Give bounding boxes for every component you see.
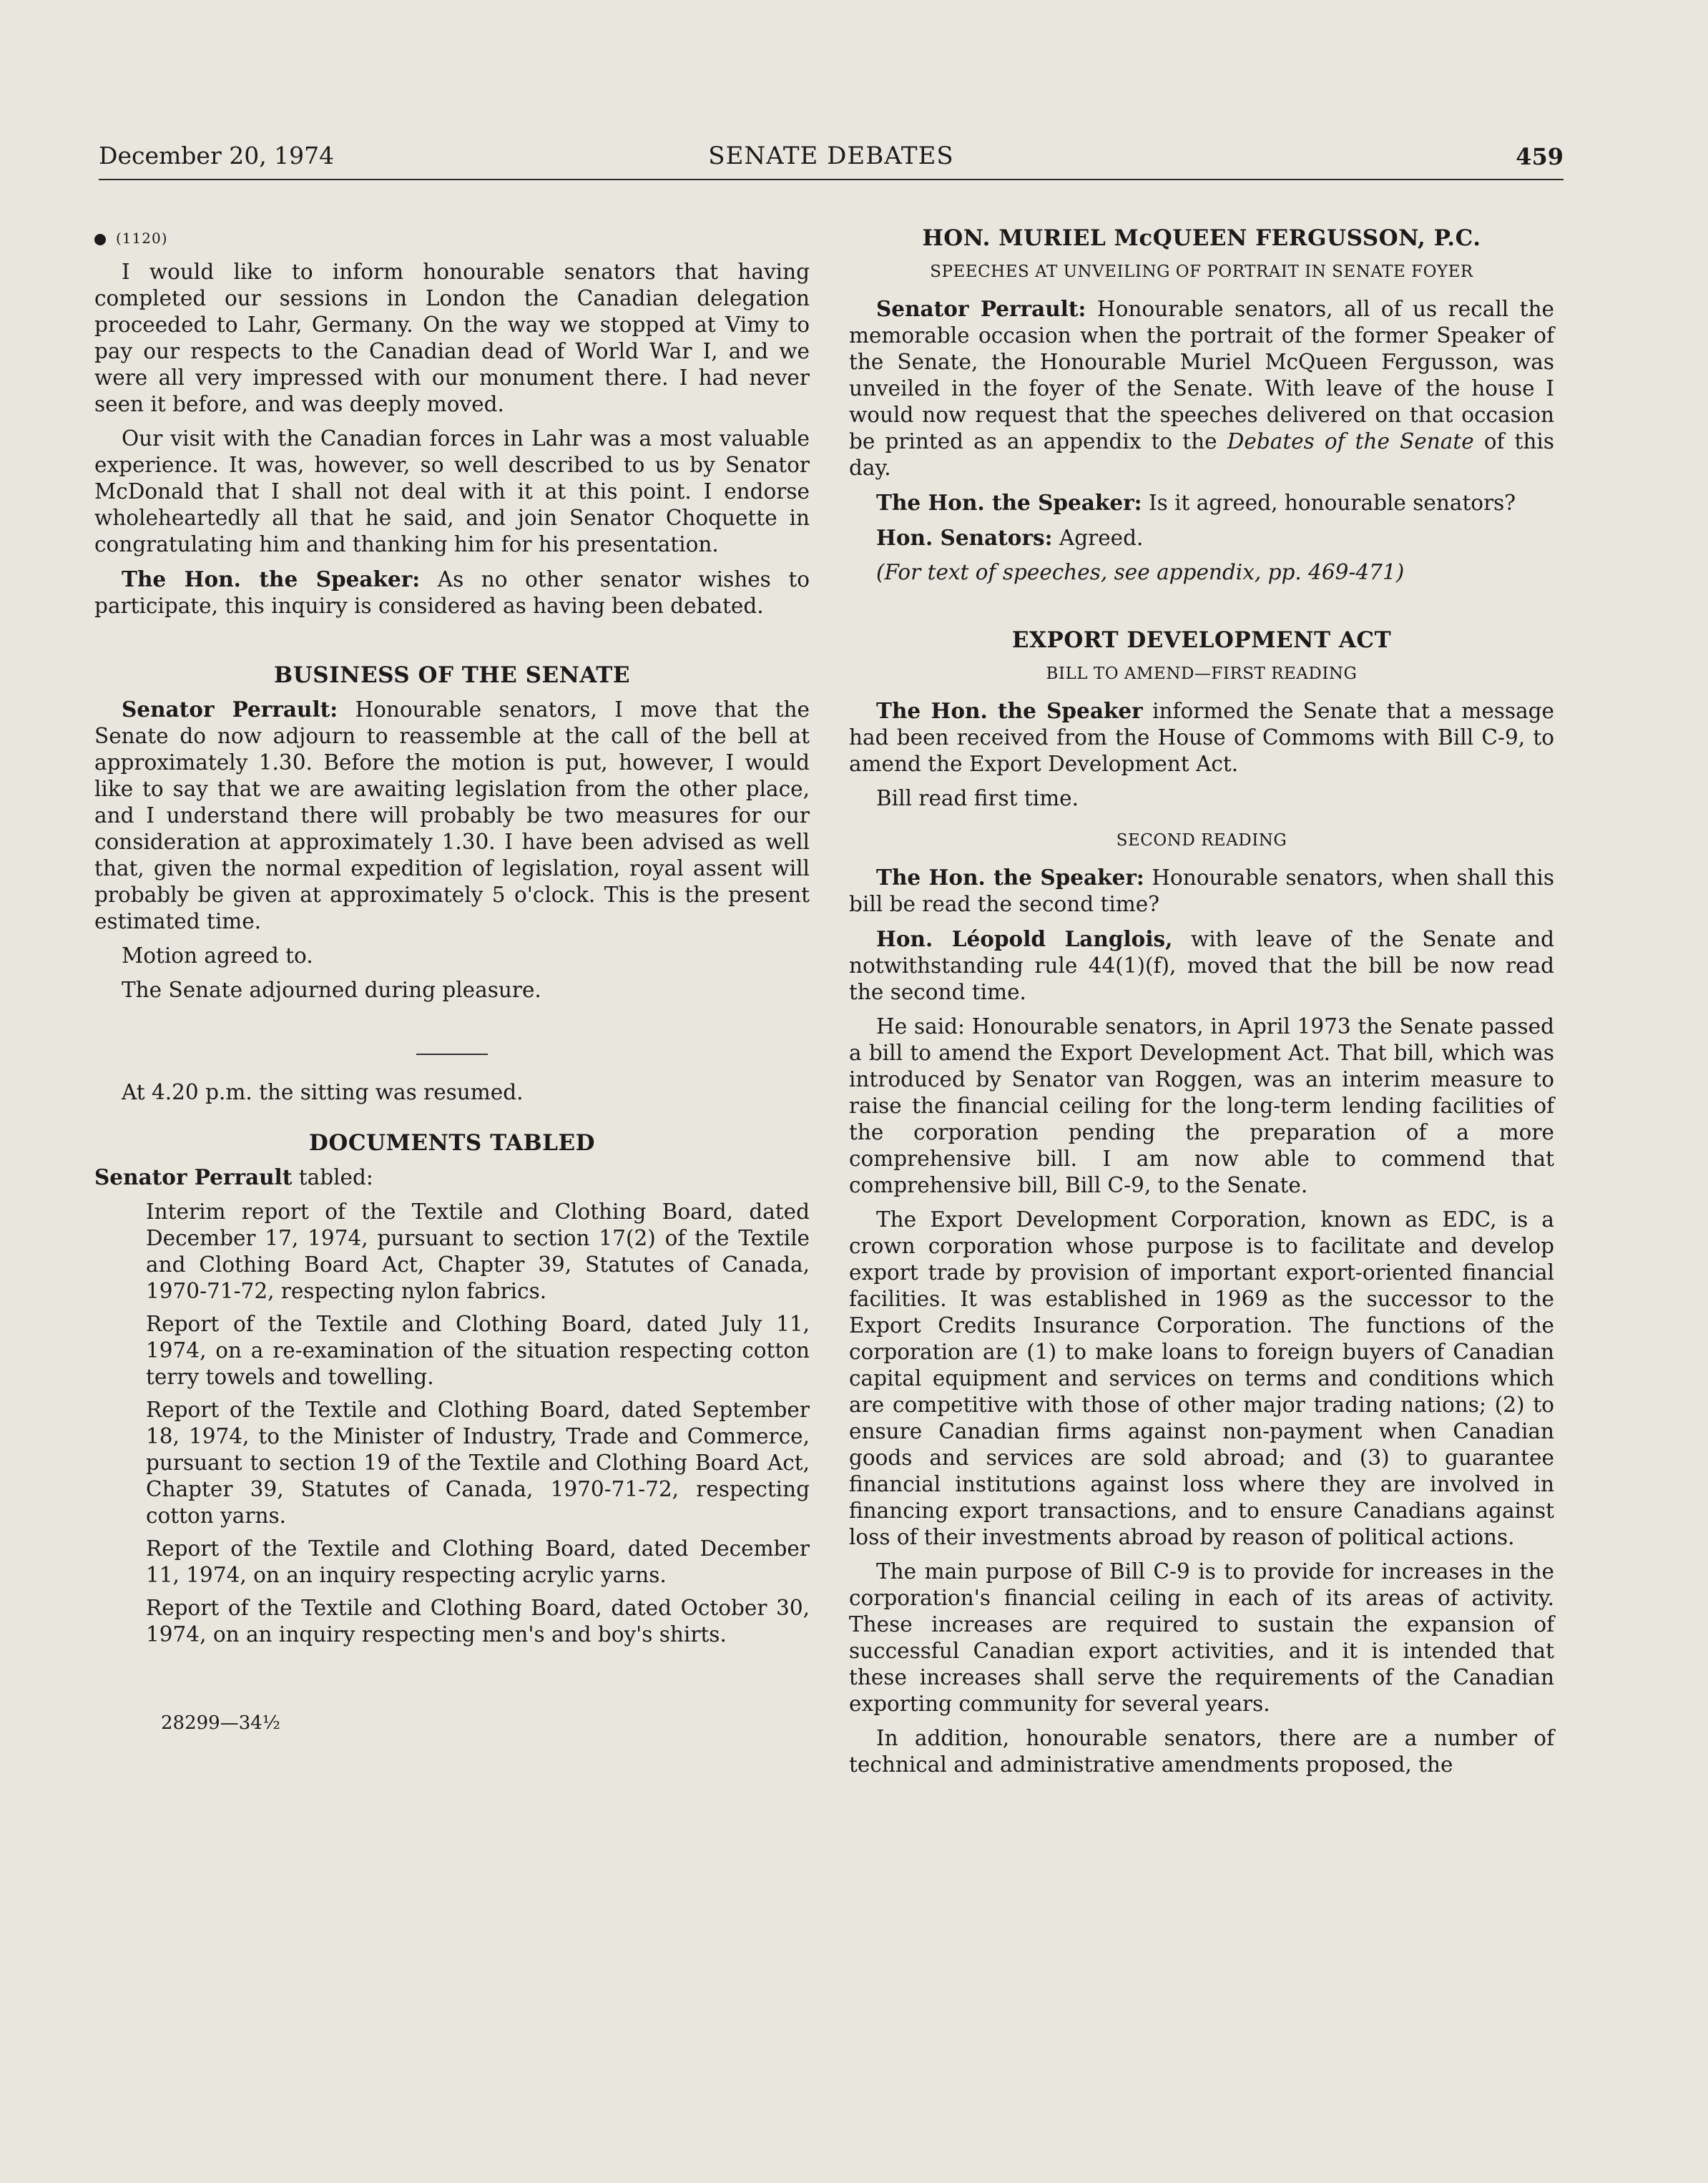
appendix-note: (For text of speeches, see appendix, pp. 469-471) [876, 560, 1405, 584]
speech-text: tabled: [298, 1165, 373, 1189]
header-title: SENATE DEBATES [708, 142, 954, 170]
section-subheading: SECOND READING [1116, 831, 1287, 850]
paragraph [849, 864, 1554, 918]
page-header [99, 142, 1564, 180]
section-heading: DOCUMENTS TABLED [308, 1130, 596, 1156]
speaker-name: Senator Perrault: [122, 697, 338, 722]
speech-text: Honourable senators, I move that the Senate do now adjourn to reassemble at the call of the bell at approximately 1.30. Before the motion is put, however, I would like to say that we are awaiting legislation from the other place, and I understand there will probably be two measures for our consideration at approximately 1.30. I have been advised as well that, given the normal expedition of legislation, royal assent will probably be given at approximately 5 o'clock. This is the present estimated time. [94, 697, 810, 933]
paragraph [849, 524, 1554, 551]
left-column [94, 225, 810, 1654]
section-heading: BUSINESS OF THE SENATE [274, 662, 630, 688]
time-marker [94, 225, 810, 252]
paragraph: The Export Development Corporation, known as EDC, is a crown corporation whose purpose is to facilitate and develop export trade by provision of important export-oriented financial facilities. It was established in 1969 as the successor to the Export Credits Insurance Corporation. The functions of the corporation are (1) to make loans to foreign buyers of Canadian capital equipment and services on terms and conditions which are competitive with those of other major trading nations; (2) to ensure Canadian firms against non-payment when Canadian goods and services are sold abroad; and (3) to guarantee financial institutions against loss where they are involved in financing export transactions, and to ensure Canadians against loss of their investments abroad by reason of political actions. [849, 1207, 1554, 1549]
document-item: Report of the Textile and Clothing Board, dated September 18, 1974, to the Minister of Industry, Trade and Commerce, pursuant to section 19 of the Textile and Clothing Board Act, Chapter 39, Statutes of Canada, 1970-71-72, respecting cotton yarns. [146, 1398, 810, 1528]
paragraph: In addition, honourable senators, there are a number of technical and administrative amendments proposed, the [849, 1726, 1554, 1777]
paragraph: I would like to inform honourable senators that having completed our sessions in London the Canadian delegation proceeded to Lahr, Germany. On the way we stopped at Vimy to pay our respects to the Canadian dead of World War I, and we were all very impressed with our monument there. I had never seen it before, and was deeply moved. [94, 260, 810, 416]
section-subheading: BILL TO AMEND—FIRST READING [1046, 664, 1358, 683]
paragraph: Motion agreed to. [122, 943, 313, 968]
document-item: Report of the Textile and Clothing Board, dated December 11, 1974, on an inquiry respecting acrylic yarns. [146, 1536, 810, 1587]
header-date: December 20, 1974 [99, 142, 335, 170]
speech-text: Is it agreed, honourable senators? [1148, 491, 1516, 515]
publication-title: Debates of the Senate [1227, 429, 1474, 453]
section-subheading: SPEECHES AT UNVEILING OF PORTRAIT IN SENATE FOYER [930, 263, 1473, 281]
footer-code: 28299—34½ [161, 1712, 280, 1734]
paragraph [94, 1164, 810, 1191]
speech-text: with leave of the Senate and notwithstanding rule 44(1)(f), moved that the bill be now read the second time. [849, 927, 1555, 1004]
speaker-name: Hon. Senators: [876, 525, 1053, 550]
speaker-name: Senator Perrault [94, 1164, 293, 1189]
paragraph [849, 697, 1554, 777]
speaker-name: The Hon. the Speaker [876, 698, 1143, 723]
paragraph: The main purpose of Bill C-9 is to provide for increases in the corporation's financial ceiling in each of its areas of activity. These increases are required to sustain the expansion of successful Canadian export activities, and it is intended that these increases shall serve the requirements of the Canadian exporting community for several years. [849, 1559, 1554, 1716]
speech-text: Honourable senators, when shall this bill be read the second time? [849, 865, 1554, 916]
document-item: Report of the Textile and Clothing Board, dated October 30, 1974, on an inquiry respecting men's and boy's shirts. [146, 1596, 810, 1647]
bullet-icon [94, 234, 106, 245]
paragraph: At 4.20 p.m. the sitting was resumed. [122, 1080, 524, 1104]
paragraph [849, 295, 1554, 481]
speech-text: Honourable senators, all of us recall the memorable occasion when the portrait of the former Speaker of the Senate, the Honourable Muriel McQueen Fergusson, was unveiled in the foyer of the Senate. With leave of the house I would now request that the speeches delivered on that occasion be printed as an appendix to the [849, 297, 1554, 453]
speech-text: Agreed. [1059, 526, 1144, 550]
speaker-name: Senator Perrault: [876, 296, 1086, 321]
document-item: Report of the Textile and Clothing Board, dated July 11, 1974, on a re-examination of the situation respecting cotton terry towels and towelling. [146, 1312, 810, 1389]
speaker-name: Hon. Léopold Langlois, [876, 926, 1173, 951]
paragraph: Bill read first time. [876, 786, 1079, 810]
time-marker-label: (1120) [116, 230, 168, 247]
speech-text: of this day. [849, 429, 1554, 480]
speaker-name: The Hon. the Speaker: [122, 566, 421, 592]
paragraph: The Senate adjourned during pleasure. [122, 978, 541, 1002]
section-heading: HON. MURIEL McQUEEN FERGUSSON, P.C. [922, 225, 1481, 251]
speaker-name: The Hon. the Speaker: [876, 865, 1144, 890]
right-column [849, 225, 1554, 1786]
paragraph: Our visit with the Canadian forces in Lahr was a most valuable experience. It was, however, so well described to us by Senator McDonald that I shall not deal with it at this point. I endorse wholeheartedly all that he said, and join Senator Choquette in congratulating him and thanking him for his presentation. [94, 426, 810, 556]
separator-rule [416, 1054, 488, 1055]
paragraph [94, 696, 810, 935]
speaker-name: The Hon. the Speaker: [876, 490, 1142, 515]
speech-text: As no other senator wishes to participate, this inquiry is considered as having been debated. [94, 567, 810, 618]
paragraph [94, 566, 810, 619]
paragraph [849, 489, 1554, 516]
document-item: Interim report of the Textile and Clothing Board, dated December 17, 1974, pursuant to section 17(2) of the Textile and Clothing Board Act, Chapter 39, Statutes of Canada, 1970-71-72, respecting nylon fabrics. [146, 1200, 810, 1303]
paragraph [849, 926, 1554, 1006]
page-number: 459 [1516, 143, 1564, 170]
speech-text: informed the Senate that a message had been received from the House of Commoms with Bill C-9, to amend the Export Development Act. [849, 699, 1554, 776]
paragraph: He said: Honourable senators, in April 1973 the Senate passed a bill to amend the Export Development Act. That bill, which was introduced by Senator van Roggen, was an interim measure to raise the financial ceiling for the long-term lending facilities of the corporation pending the preparation of a more comprehensive bill. I am now able to commend that comprehensive bill, Bill C-9, to the Senate. [849, 1014, 1554, 1197]
section-heading: EXPORT DEVELOPMENT ACT [1011, 627, 1392, 653]
